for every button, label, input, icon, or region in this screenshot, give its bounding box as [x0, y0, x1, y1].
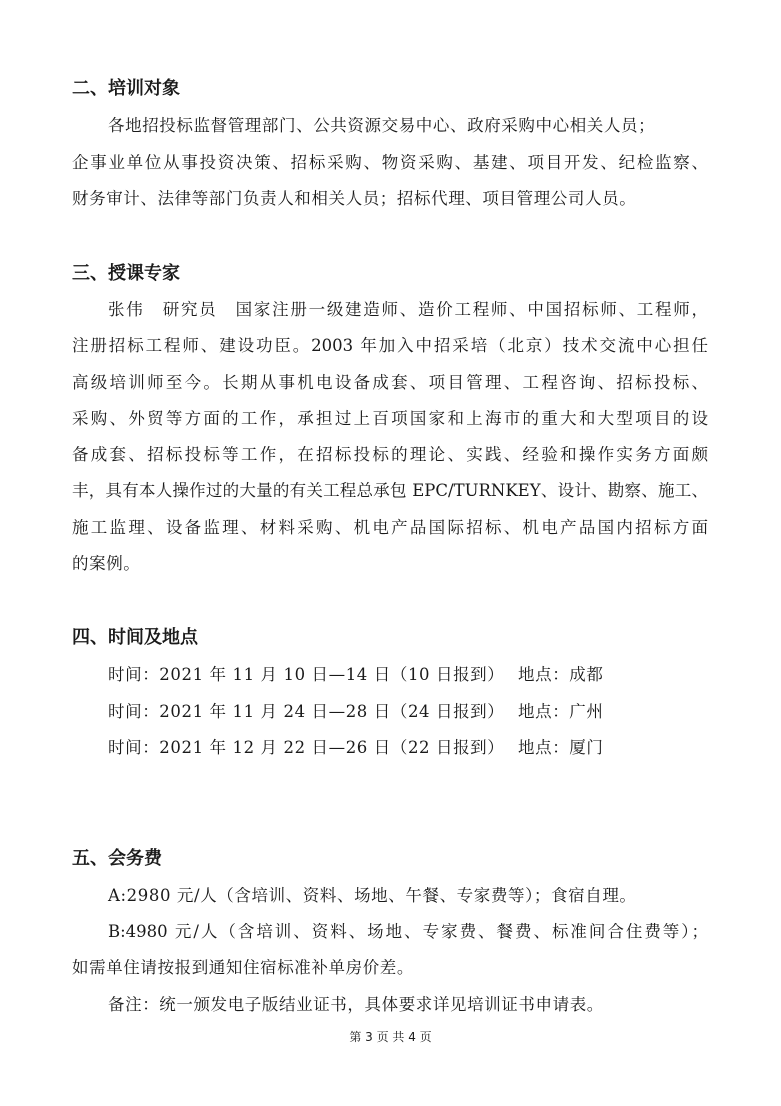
paragraph-line: 的案例。: [72, 554, 141, 573]
paragraph-line: 丰，具有本人操作过的大量的有关工程总承包 EPC/TURNKEY、设计、勘察、施工、: [72, 481, 708, 500]
section-heading-fees: 五、会务费: [72, 848, 162, 869]
paragraph-line: 高级培训师至今。长期从事机电设备成套、项目管理、工程咨询、招标投标、: [72, 373, 708, 392]
paragraph-line: 施工监理、设备监理、材料采购、机电产品国际招标、机电产品国内招标方面: [72, 518, 708, 537]
section-heading-training-targets: 二、培训对象: [72, 78, 180, 99]
schedule-location: 地点：成都: [518, 665, 604, 684]
schedule-time: 时间：2021 年 11 月 10 日—14 日（10 日报到）: [108, 665, 505, 684]
paragraph-line: 如需单住请按报到通知住宿标准补单房价差。: [72, 958, 414, 977]
paragraph-line: A:2980 元/人（含培训、资料、场地、午餐、专家费等）；食宿自理。: [108, 886, 637, 905]
paragraph-line: 张伟 研究员 国家注册一级建造师、造价工程师、中国招标师、工程师，: [108, 300, 708, 319]
schedule-location: 地点：广州: [518, 702, 604, 721]
paragraph-line: 采购、外贸等方面的工作，承担过上百项国家和上海市的重大和大型项目的设: [72, 409, 708, 428]
paragraph-line: B:4980 元/人（含培训、资料、场地、专家费、餐费、标准间合住费等）；: [108, 922, 708, 941]
schedule-row: [108, 734, 604, 758]
schedule-location: 地点：厦门: [518, 738, 604, 757]
paragraph-line: 备注：统一颁发电子版结业证书，具体要求详见培训证书申请表。: [108, 995, 604, 1014]
schedule-row: [108, 661, 604, 685]
paragraph-line: 备成套、招标投标等工作，在招标投标的理论、实践、经验和操作实务方面颇: [72, 445, 708, 464]
schedule-time: 时间：2021 年 11 月 24 日—28 日（24 日报到）: [108, 702, 505, 721]
section-heading-time-location: 四、时间及地点: [72, 627, 198, 648]
paragraph-line: 企事业单位从事投资决策、招标采购、物资采购、基建、项目开发、纪检监察、: [72, 153, 708, 172]
paragraph-line: 财务审计、法律等部门负责人和相关人员；招标代理、项目管理公司人员。: [72, 189, 637, 208]
schedule-time: 时间：2021 年 12 月 22 日—26 日（22 日报到）: [108, 738, 505, 757]
section-heading-instructor: 三、授课专家: [72, 263, 180, 284]
page-number: 第 3 页 共 4 页: [349, 1030, 432, 1044]
paragraph-line: 各地招投标监督管理部门、公共资源交易中心、政府采购中心相关人员；: [108, 116, 656, 135]
paragraph-line: 注册招标工程师、建设功臣。2003 年加入中招采培（北京）技术交流中心担任: [72, 336, 708, 355]
schedule-row: [108, 698, 604, 722]
